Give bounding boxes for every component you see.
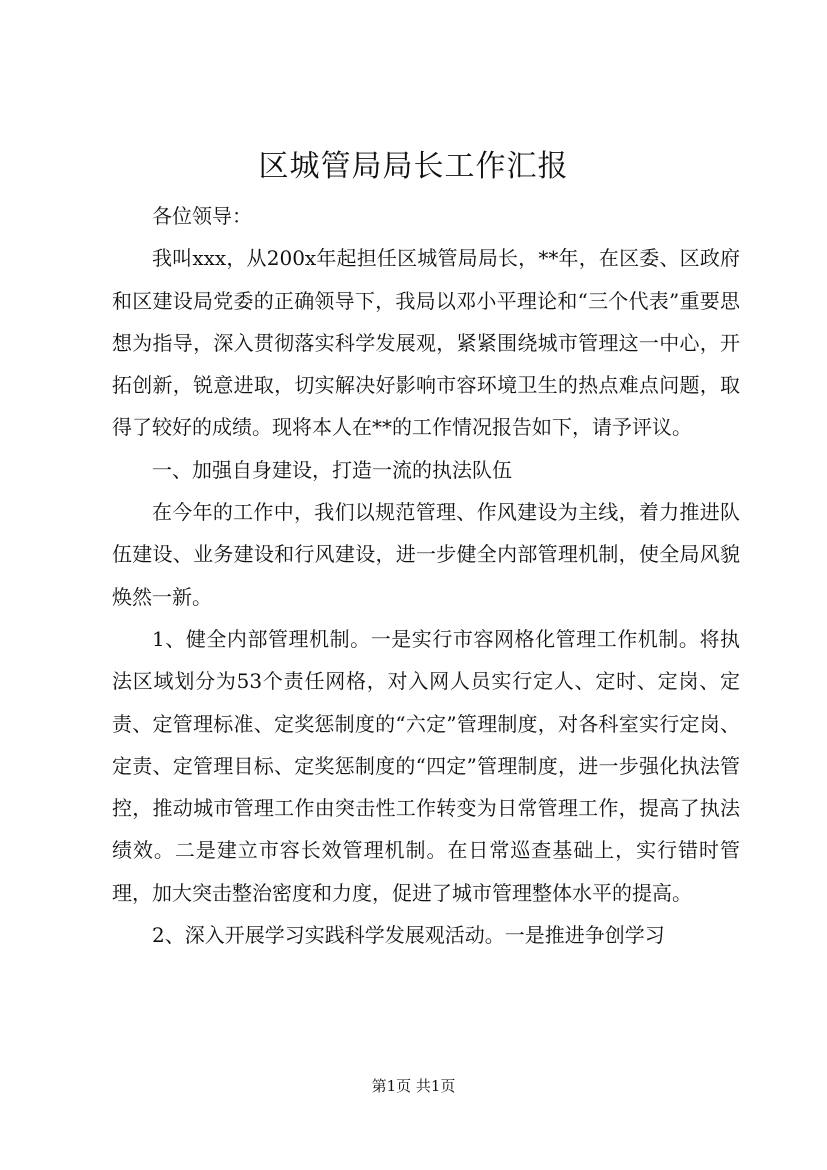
- paragraph-section-1: 在今年的工作中，我们以规范管理、作风建设为主线，着力推进队伍建设、业务建设和行风建设，进一步健全内部管理机制，使全局风貌焕然一新。: [112, 500, 740, 609]
- paragraph-introduction: 我叫xxx，从200x年起担任区城管局局长，**年，在区委、区政府和区建设局党委的正确领导下，我局以邓小平理论和“三个代表”重要思想为指导，深入贯彻落实科学发展观，紧紧围绕城市管理这一中心，开拓创新，锐意进取，切实解决好影响市容环境卫生的热点难点问题，取得了较好的成绩。现将本人在**的工作情况报告如下，请予评议。: [112, 246, 740, 440]
- document-title: 区城管局局长工作汇报: [258, 149, 569, 184]
- paragraph-item-2: 2、深入开展学习实践科学发展观活动。一是推进争创学习: [152, 923, 665, 948]
- paragraph-salutation: 各位领导：: [152, 204, 252, 228]
- section-heading-1: 一、加强自身建设，打造一流的执法队伍: [152, 457, 512, 482]
- document-body: [112, 195, 740, 956]
- paragraph-item-1: 1、健全内部管理机制。一是实行市容网格化管理工作机制。将执法区域划分为53个责任网格，对入网人员实行定人、定时、定岗、定责、定管理标准、定奖惩制度的“六定”管理制度，对各科室实行定岗、定责、定管理目标、定奖惩制度的“四定”管理制度，进一步强化执法管控，推动城市管理工作由突击性工作转变为日常管理工作，提高了执法绩效。二是建立市容长效管理机制。在日常巡查基础上，实行错时管理，加大突击整治密度和力度，促进了城市管理整体水平的提高。: [112, 626, 740, 905]
- page-footer: 第1页 共1页: [371, 1077, 456, 1095]
